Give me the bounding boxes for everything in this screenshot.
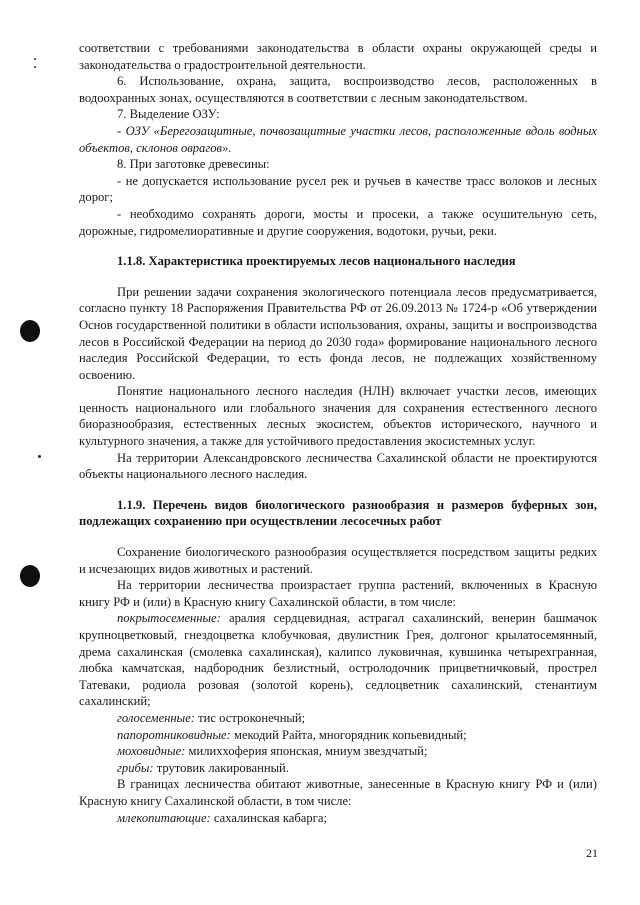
paragraph: - не допускается использование русел рек и ручьев в качестве трасс волоков и лесных дорог; [79,173,597,205]
species-list-item [79,727,597,744]
paragraph: 6. Использование, охрана, защита, воспроизводство лесов, расположенных в водоохранных зонах, осуществляются в соответствии с лесным законодательством. [79,74,597,105]
paragraph: Сохранение биологического разнообразия осуществляется посредством защиты редких и исчезающих видов животных и растений. [79,545,597,576]
species-list-item [79,710,597,727]
punch-hole-2 [20,565,40,587]
paragraph: 7. Выделение ОЗУ: [117,107,220,122]
category-text: тис остроконечный; [194,710,306,725]
category-label: грибы: [117,760,154,775]
category-text: милиххоферия японская, мниум звездчатый; [185,744,428,759]
body-text [79,40,597,826]
scan-speck [34,66,36,68]
category-text: трутовик лакированный. [153,760,289,775]
section-heading: 1.1.8. Характеристика проектируемых лесов национального наследия [117,254,516,269]
section-heading: 1.1.9. Перечень видов биологического разнообразия и размеров буферных зон, подлежащих сохранению при осуществлении лесосечных работ [79,497,597,529]
species-list-item [79,760,597,777]
paragraph: При решении задачи сохранения экологического потенциала лесов предусматривается, согласно пункту 18 Распоряжения Правительства РФ от 26.09.2013 № 1724-р «Об утверждении Основ государственной политики в области использования, охраны, защиты и воспроизводства лесов в Российской Федерации на период до 2030 года» формирование национального лесного наследия Российской Федерации, то есть фонда лесов, не подлежащих хозяйственному освоению. [79,284,597,382]
paragraph: В границах лесничества обитают животные, занесенные в Красную книгу РФ и (или) Красную книгу Сахалинской области, в том числе: [79,777,597,808]
paragraph: - необходимо сохранять дороги, мосты и просеки, а также осушительную сеть, дорожные, гидромелиоративные и другие сооружения, водотоки, ручьи, реки. [79,206,597,238]
category-text: аралия сердцевидная, астрагал сахалинский, венерин башмачок крупноцветковый, гнездоцветка клобучковая, двулистник Грея, долгоног крылатосемянный, дрема сахалинская (смолевка сахалинская), калипсо луковичная, кувшинка четырехгранная, любка камчатская, надбородник безлистный, остролодочник прицветничковый, прострел Татеваки, родиола розовая (золотой корень), седлоцветник сахалинский, стенантиум сахалинский; [79,611,597,709]
category-label: голосеменные: [117,710,195,725]
species-list-item [79,810,597,827]
paragraph: На территории Александровского лесничества Сахалинской области не проектируются объекты национального лесного наследия. [79,450,597,482]
paragraph: - ОЗУ «Берегозащитные, почвозащитные участки лесов, расположенные вдоль водных объектов, склонов оврагов». [79,123,597,155]
category-label: покрытосеменные: [117,611,221,626]
page-number: 21 [586,846,598,860]
category-label: млекопитающие: [117,810,211,825]
category-text: сахалинская кабарга; [210,810,327,825]
scan-speck [34,58,36,60]
paragraph: 8. При заготовке древесины: [117,157,270,172]
species-list-item [79,610,597,710]
paragraph: Понятие национального лесного наследия (НЛН) включает участки лесов, имеющих ценность национального или глобального значения для сохранения естественного лесного биоразнообразия, естественных лесных экосистем, объектов исторического, научного и культурного значения, а также для устойчивого предоставления экосистемных услуг. [79,384,597,449]
paragraph: соответствии с требованиями законодательства в области охраны окружающей среды и законодательства о градостроительной деятельности. [79,41,597,72]
scan-speck [38,455,41,458]
species-list-item [79,743,597,760]
paragraph: На территории лесничества произрастает группа растений, включенных в Красную книгу РФ и (или) в Красную книгу Сахалинской области, в том числе: [79,578,597,609]
category-label: папоротниковидные: [117,727,231,742]
category-label: моховидные: [117,744,186,759]
category-text: мекодий Райта, многорядник копьевидный; [230,727,467,742]
punch-hole-1 [20,320,40,342]
